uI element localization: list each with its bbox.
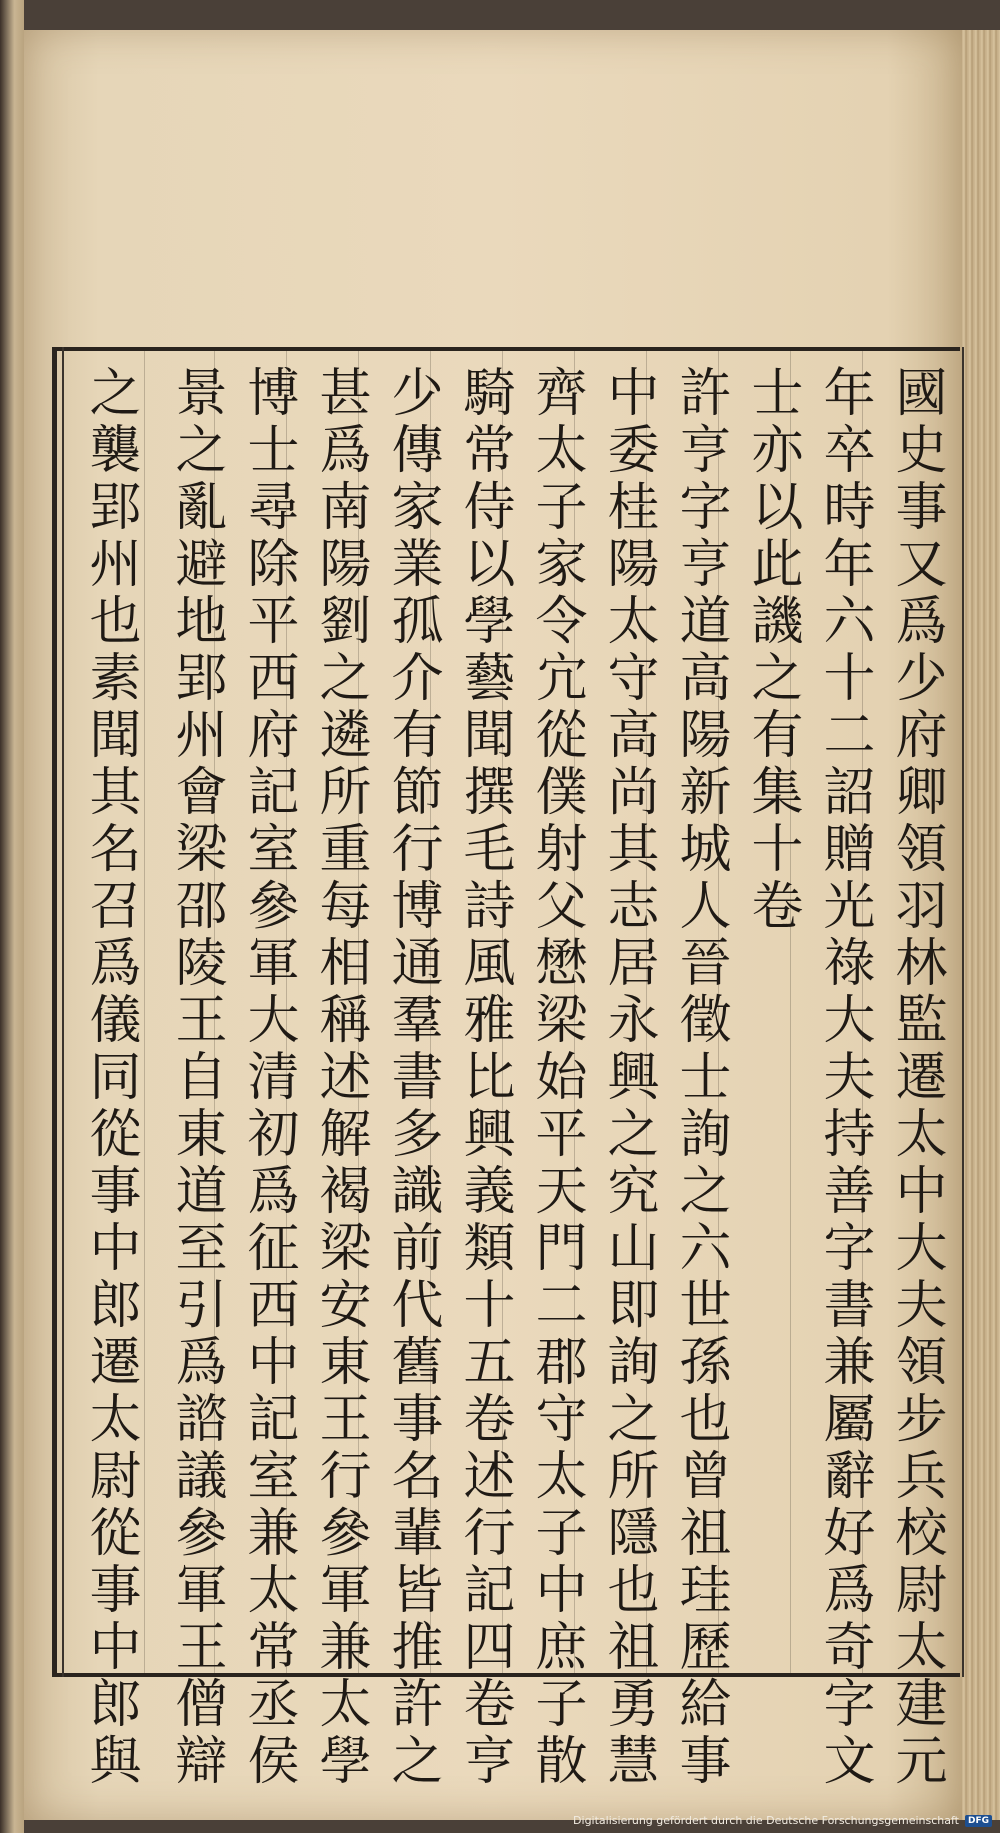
previous-page-edge: [0, 0, 24, 1833]
text-column-12: 之襲郢州也素聞其名召爲儀同從事中郎遷太尉從事中郎與: [80, 365, 140, 1790]
text-column-3: 士亦以此譏之有集十卷: [742, 365, 802, 935]
text-column-11: 景之亂避地郢州會梁邵陵王自東道至引爲諮議參軍王僧辯: [166, 365, 226, 1790]
text-column-5: 中委桂陽太守高尚其志居永興之究山即詢之所隱也祖勇慧: [598, 365, 658, 1790]
column-rule: [144, 351, 145, 1673]
inner-border-line: [62, 347, 64, 1677]
text-column-10: 博士尋除平西府記室參軍大清初爲征西中記室兼太常丞侯: [238, 365, 298, 1790]
text-column-6: 齊太子家令宂從僕射父懋梁始平天門二郡守太子中庶子散: [526, 365, 586, 1790]
text-column-9: 甚爲南陽劉之遴所重每相稱述解褐梁安東王行參軍兼太學: [310, 365, 370, 1790]
text-column-4: 許亨字亨道高陽新城人晉徵士詢之六世孫也曾祖珪歷給事: [670, 365, 730, 1790]
credit-text: Digitalisierung gefördert durch die Deutsche Forschungsgemeinschaft: [573, 1814, 959, 1827]
digitization-credit: [573, 1814, 992, 1827]
text-column-1: 國史事又爲少府卿領羽林監遷太中大夫領步兵校尉太建元: [886, 365, 946, 1790]
dfg-logo-icon: DFG: [965, 1815, 992, 1827]
text-column-7: 騎常侍以學藝聞撰毛詩風雅比興義類十五卷述行記四卷亨: [454, 365, 514, 1790]
text-column-2: 年卒時年六十二詔贈光祿大夫持善字書兼屬辭好爲奇字文: [814, 365, 874, 1790]
center-fold-margin: [962, 347, 974, 1677]
text-column-8: 少傳家業孤介有節行博通羣書多識前代舊事名輩皆推許之: [382, 365, 442, 1790]
